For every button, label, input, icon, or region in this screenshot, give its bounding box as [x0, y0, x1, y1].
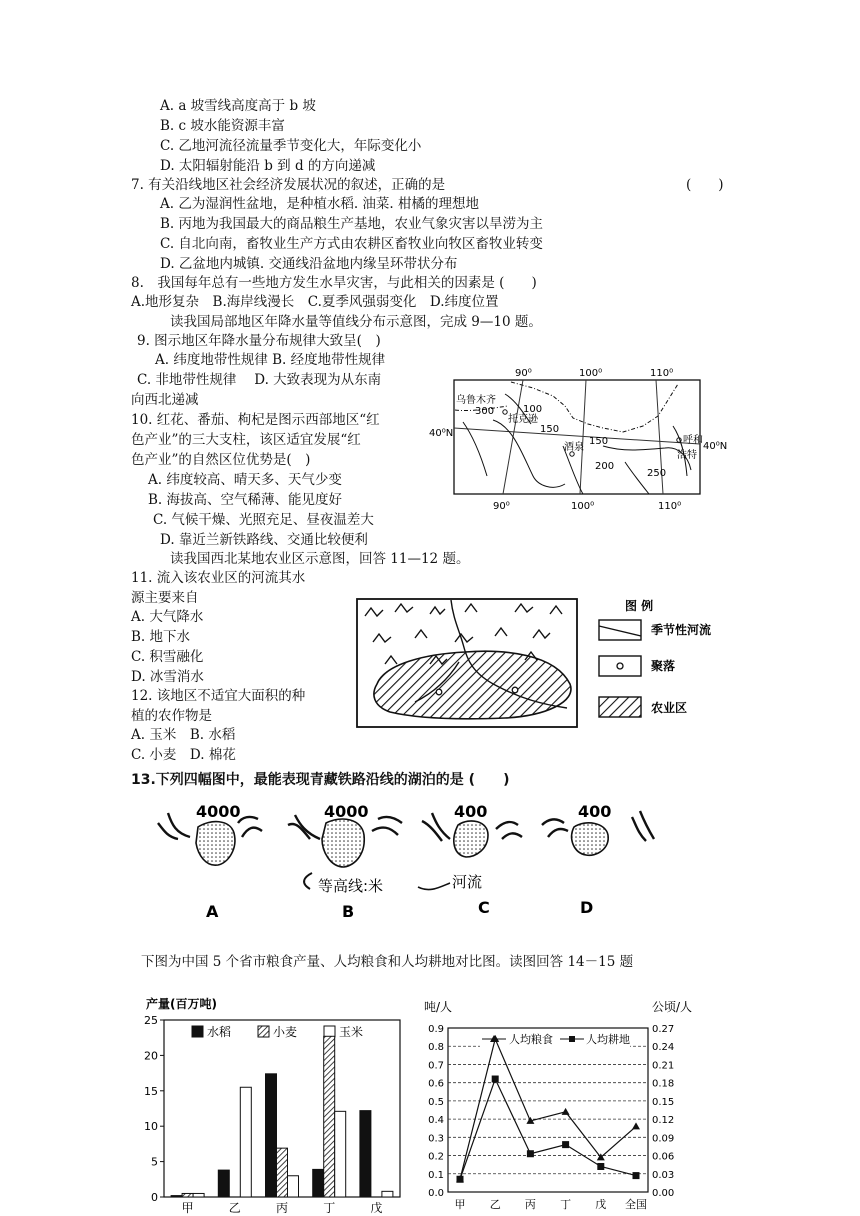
lon-90-bottom: 90⁰	[493, 501, 510, 512]
option-c: C	[478, 898, 490, 917]
isohyet-100: 100	[523, 404, 543, 415]
text-line: C. 气候干燥、光照充足、昼夜温差大	[153, 512, 374, 528]
elev-b: 4000	[324, 802, 369, 821]
line-ytick-left: 0.2	[428, 1151, 444, 1163]
line-ytick-right: 0.15	[652, 1096, 675, 1108]
text-line: C. 乙地河流径流量季节变化大，年际变化小	[160, 138, 422, 154]
text-line: 色产业”的自然区位优势是( )	[131, 452, 311, 468]
text-line: A. a 坡雪线高度高于 b 坡	[160, 98, 316, 114]
line-ytick-left: 0.7	[428, 1060, 444, 1072]
legend-agri-area: 农业区	[651, 701, 688, 715]
line-ytick-left: 0.1	[428, 1169, 444, 1181]
lon-110-top: 110⁰	[650, 368, 674, 379]
text-line: D. 乙盆地内城镇. 交通线沿盆地内缘呈环带状分布	[160, 256, 458, 272]
isohyet-150-a: 150	[540, 424, 560, 435]
line-point-人均耕地	[562, 1141, 569, 1148]
bar-ytick-label: 15	[144, 1084, 158, 1098]
isohyet-200: 200	[595, 461, 615, 472]
lon-110-bottom: 110⁰	[658, 501, 682, 512]
river-key: 河流	[452, 873, 483, 891]
text-line: A. 大气降水	[131, 609, 204, 625]
bar-chart-ylabel: 产量(百万吨)	[146, 997, 217, 1011]
line-ytick-right: 0.18	[652, 1078, 675, 1090]
place-jiuquan: 酒泉	[564, 442, 584, 453]
place-urumqi: 乌鲁木齐	[456, 395, 496, 406]
line-point-人均耕地	[597, 1163, 604, 1170]
text-line: D. 冰雪消水	[131, 669, 204, 685]
line-point-人均耕地	[457, 1176, 464, 1183]
line-ytick-left: 0.0	[428, 1188, 444, 1199]
line-category-label: 戊	[595, 1198, 607, 1211]
text-line: 9. 图示地区年降水量分布规律大致呈( )	[137, 333, 381, 349]
bar-category-label: 甲	[181, 1201, 194, 1215]
place-hohhot-2: 浩特	[677, 450, 697, 461]
lat-40-left: 40⁰N	[429, 428, 454, 439]
bar-category-label: 丁	[323, 1201, 336, 1215]
line-ytick-right: 0.00	[652, 1188, 675, 1199]
bar-legend-swatch	[324, 1026, 335, 1037]
text-line: D. 太阳辐射能沿 b 到 d 的方向递减	[160, 158, 376, 174]
lake-options	[150, 795, 670, 925]
place-hohhot-1: 呼和	[683, 435, 703, 446]
isohyet-150-b: 150	[589, 436, 609, 447]
text-line: C. 积雪融化	[131, 649, 204, 665]
line-point-人均耕地	[492, 1076, 499, 1083]
line-ytick-right: 0.03	[652, 1169, 675, 1181]
text-line: 11. 流入该农业区的河流其水	[131, 570, 306, 586]
bar-玉米-丁	[335, 1111, 346, 1197]
lat-40-right: 40⁰N	[703, 441, 728, 452]
text-line: 12. 该地区不适宜大面积的种	[131, 688, 306, 704]
bar-水稻-丁	[313, 1169, 324, 1197]
bar-legend-label: 小麦	[273, 1025, 298, 1039]
line-ytick-left: 0.6	[428, 1078, 444, 1090]
bar-ytick-label: 10	[144, 1120, 158, 1134]
elev-a: 4000	[196, 802, 241, 821]
line-chart-ylabel-left: 吨/人	[424, 1000, 453, 1014]
option-a: A	[206, 902, 219, 921]
bar-ytick-label: 20	[144, 1049, 158, 1063]
text-line: A. 纬度地带性规律 B. 经度地带性规律	[155, 352, 386, 368]
line-ytick-left: 0.4	[428, 1115, 444, 1127]
bar-水稻-乙	[218, 1170, 229, 1197]
line-series-人均耕地	[460, 1079, 636, 1179]
bar-玉米-甲	[193, 1193, 204, 1197]
line-ytick-right: 0.21	[652, 1060, 675, 1072]
line-legend-label: 人均耕地	[586, 1033, 630, 1046]
bar-legend-swatch	[258, 1026, 269, 1037]
text-line: B. c 坡水能资源丰富	[160, 118, 285, 134]
line-point-人均耕地	[633, 1172, 640, 1179]
line-point-人均粮食	[562, 1108, 570, 1115]
line-ytick-right: 0.27	[652, 1024, 675, 1035]
legend-title: 图 例	[625, 599, 654, 613]
bar-水稻-丙	[266, 1074, 277, 1197]
text-line: 读我国西北某地农业区示意图，回答 11—12 题。	[170, 551, 470, 567]
text-line: A.地形复杂 B.海岸线漫长 C.夏季风强弱变化 D.纬度位置	[131, 294, 499, 310]
text-line: 7. 有关沿线地区社会经济发展状况的叙述，正确的是	[131, 177, 446, 193]
line-legend-label: 人均粮食	[509, 1033, 553, 1046]
bar-category-label: 丙	[275, 1201, 289, 1215]
bar-玉米-乙	[240, 1087, 251, 1197]
text-line: 下图为中国 5 个省市粮食产量、人均粮食和人均耕地对比图。读图回答 14－15 题	[141, 954, 634, 970]
text-line: 向西北递减	[131, 392, 199, 408]
bar-水稻-甲	[171, 1196, 182, 1197]
text-line: A. 玉米 B. 水稻	[131, 727, 236, 743]
precipitation-map	[429, 366, 728, 516]
text-line: D. 靠近兰新铁路线、交通比较便利	[160, 532, 368, 548]
isohyet-300: 300	[475, 406, 495, 417]
text-line: C. 非地带性规律 D. 大致表现为从东南	[137, 372, 382, 388]
place-toksun: 托克逊	[508, 414, 538, 425]
bar-ytick-label: 5	[151, 1155, 158, 1169]
line-ytick-right: 0.06	[652, 1151, 675, 1163]
option-d: D	[580, 898, 594, 917]
line-category-label: 丙	[524, 1198, 536, 1211]
text-line: B. 丙地为我国最大的商品粮生产基地，农业气象灾害以旱涝为主	[160, 216, 544, 232]
text-line: C. 自北向南，畜牧业生产方式由农耕区畜牧业向牧区畜牧业转变	[160, 236, 543, 252]
line-ytick-left: 0.5	[428, 1096, 444, 1108]
lon-100-top: 100⁰	[579, 368, 603, 379]
bar-ytick-label: 25	[144, 1014, 158, 1027]
lon-90-top: 90⁰	[515, 368, 532, 379]
line-ytick-left: 0.8	[428, 1042, 444, 1054]
line-ytick-left: 0.3	[428, 1133, 444, 1145]
text-line: 源主要来自	[131, 590, 199, 606]
text-line: B. 海拔高、空气稀薄、能见度好	[148, 492, 343, 508]
line-chart-ylabel-right: 公顷/人	[652, 1000, 693, 1014]
text-line: 10. 红花、番茄、枸杞是图示西部地区“红	[131, 412, 380, 428]
bar-category-label: 戊	[370, 1201, 383, 1215]
question-13: 13.下列四幅图中，最能表现青藏铁路沿线的湖泊的是 ( )	[131, 772, 510, 788]
text-line: B. 地下水	[131, 629, 191, 645]
legend-settlement: 聚落	[651, 659, 676, 673]
line-category-label: 全国	[625, 1198, 647, 1211]
bar-小麦-甲	[182, 1193, 193, 1197]
lon-100-bottom: 100⁰	[571, 501, 595, 512]
grain-output-bar-chart	[140, 995, 410, 1216]
option-b: B	[342, 902, 355, 921]
contour-key: 等高线:米	[318, 877, 384, 895]
legend-seasonal-river: 季节性河流	[651, 623, 712, 637]
bar-水稻-戊	[360, 1111, 371, 1197]
line-ytick-right: 0.12	[652, 1115, 675, 1127]
line-series-人均粮食	[460, 1039, 636, 1179]
isohyet-250: 250	[647, 468, 667, 479]
line-point-人均粮食	[632, 1122, 640, 1129]
line-ytick-right: 0.09	[652, 1133, 675, 1145]
line-legend-marker	[569, 1036, 575, 1042]
text-line: 色产业”的三大支柱，该区适宜发展“红	[131, 432, 361, 448]
text-line: C. 小麦 D. 棉花	[131, 747, 236, 763]
line-ytick-right: 0.24	[652, 1042, 675, 1054]
text-line: ( )	[686, 177, 724, 193]
bar-玉米-戊	[382, 1191, 393, 1197]
line-ytick-left: 0.9	[428, 1024, 444, 1035]
line-category-label: 甲	[454, 1198, 466, 1211]
bar-ytick-label: 0	[151, 1191, 158, 1204]
per-capita-line-chart	[420, 998, 700, 1216]
line-category-label: 丁	[560, 1198, 572, 1211]
bar-legend-swatch	[192, 1026, 203, 1037]
bar-legend-label: 玉米	[339, 1025, 364, 1039]
agriculture-map	[355, 594, 725, 734]
bar-legend-label: 水稻	[207, 1025, 232, 1039]
bar-玉米-丙	[288, 1176, 299, 1197]
text-line: A. 乙为湿润性盆地，是种植水稻. 油菜. 柑橘的理想地	[160, 196, 479, 212]
elev-d: 400	[578, 802, 612, 821]
text-line: 植的农作物是	[131, 708, 212, 724]
text-line: A. 纬度较高、晴天多、天气少变	[148, 472, 342, 488]
line-point-人均耕地	[527, 1150, 534, 1157]
bar-小麦-丙	[277, 1148, 288, 1197]
elev-c: 400	[454, 802, 488, 821]
line-category-label: 乙	[489, 1198, 501, 1211]
bar-category-label: 乙	[228, 1201, 241, 1215]
bar-小麦-丁	[324, 1036, 335, 1197]
text-line: 8. 我国每年总有一些地方发生水旱灾害，与此相关的因素是 ( )	[131, 275, 537, 291]
text-line: 读我国局部地区年降水量等值线分布示意图，完成 9—10 题。	[170, 314, 542, 330]
